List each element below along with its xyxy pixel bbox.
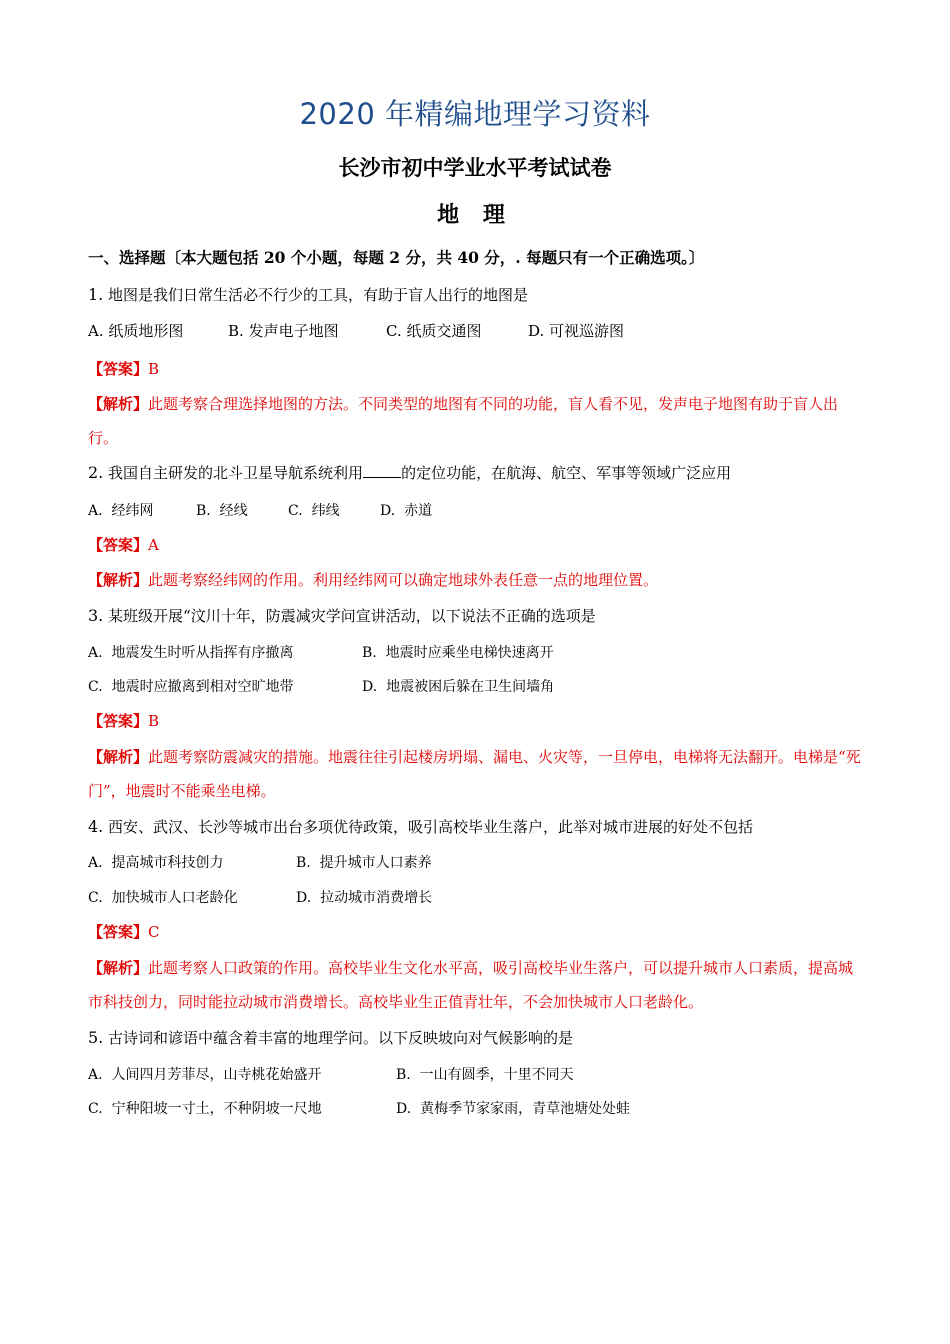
question-1-option-a: A. 纸质地形图 [88,322,184,340]
exam-title: 长沙市初中学业水平考试试卷 [338,156,612,180]
question-3-stem: 3. 某班级开展“汶川十年，防震减灾学问宣讲活动，以下说法不正确的选项是 [88,606,596,625]
question-4-analysis: 【解析】此题考察人口政策的作用。高校毕业生文化水平高，吸引高校毕业生落户，可以提升城市人口素质，提高城市科技创力，同时能拉动城市消费增长。高校毕业生正值青壮年，不会加快城市人口老龄化。 [88,959,854,1011]
question-2-answer: 【答案】A [88,536,159,554]
question-2-analysis: 【解析】此题考察经纬网的作用。利用经纬网可以确定地球外表任意一点的地理位置。 [88,571,659,589]
question-3-answer: 【答案】B [88,712,160,730]
question-1-option-d: D. 可视巡游图 [528,322,625,340]
question-3-analysis: 【解析】此题考察防震减灾的措施。地震往往引起楼房坍塌、漏电、火灾等，一旦停电，电梯将无法翻开。电梯是“死门”，地震时不能乘坐电梯。 [88,748,861,800]
banner-title: 2020 年精编地理学习资料 [299,97,651,131]
question-1-analysis: 【解析】此题考察合理选择地图的方法。不同类型的地图有不同的功能，盲人看不见，发声电子地图有助于盲人出行。 [88,395,839,447]
answer-blank [363,463,401,478]
question-1-answer: 【答案】B [88,360,160,378]
question-2-option-d: D. 赤道 [380,503,433,519]
question-1-stem: 1. 地图是我们日常生活必不行少的工具，有助于盲人出行的地图是 [88,285,529,304]
question-5-option-b: B. 一山有圆季，十里不同天 [396,1067,574,1083]
question-4-answer: 【答案】C [88,923,160,941]
question-4-option-d: D. 拉动城市消费增长 [296,890,433,906]
question-3-option-d: D. 地震被困后躲在卫生间墙角 [362,679,555,695]
question-4-option-c: C. 加快城市人口老龄化 [88,890,238,906]
question-2-stem: 2. 我国自主研发的北斗卫星导航系统利用 的定位功能，在航海、航空、军事等领域广泛应用 [88,463,732,482]
question-5-option-d: D. 黄梅季节家家雨，青草池塘处处蛙 [396,1101,631,1117]
question-1-option-b: B. 发声电子地图 [228,322,339,340]
question-3-option-c: C. 地震时应撤离到相对空旷地带 [88,679,294,695]
question-4-stem: 4. 西安、武汉、长沙等城市出台多项优待政策，吸引高校毕业生落户，此举对城市进展的好处不包括 [88,817,754,836]
section-heading: 一、选择题〔本大题包括 20 个小题，每题 2 分，共 40 分，. 每题只有一个正确选项。〕 [88,248,705,267]
question-5-option-c: C. 宁种阳坡一寸土，不种阴坡一尺地 [88,1101,322,1117]
question-4-option-b: B. 提升城市人口素养 [296,855,432,871]
question-2-option-a: A. 经纬网 [88,503,154,519]
question-1-option-c: C. 纸质交通图 [386,322,482,340]
question-4-option-a: A. 提高城市科技创力 [88,855,224,871]
question-5-option-a: A. 人间四月芳菲尽，山寺桃花始盛开 [88,1067,322,1083]
question-2-option-b: B. 经线 [196,503,248,519]
question-5-stem: 5. 古诗词和谚语中蕴含着丰富的地理学问。以下反映坡向对气候影响的是 [88,1028,574,1047]
subject-title: 地 理 [437,203,513,228]
question-3-option-a: A. 地震发生时听从指挥有序撤离 [88,645,294,661]
question-3-option-b: B. 地震时应乘坐电梯快速离开 [362,645,554,661]
question-2-option-c: C. 纬线 [288,503,340,519]
